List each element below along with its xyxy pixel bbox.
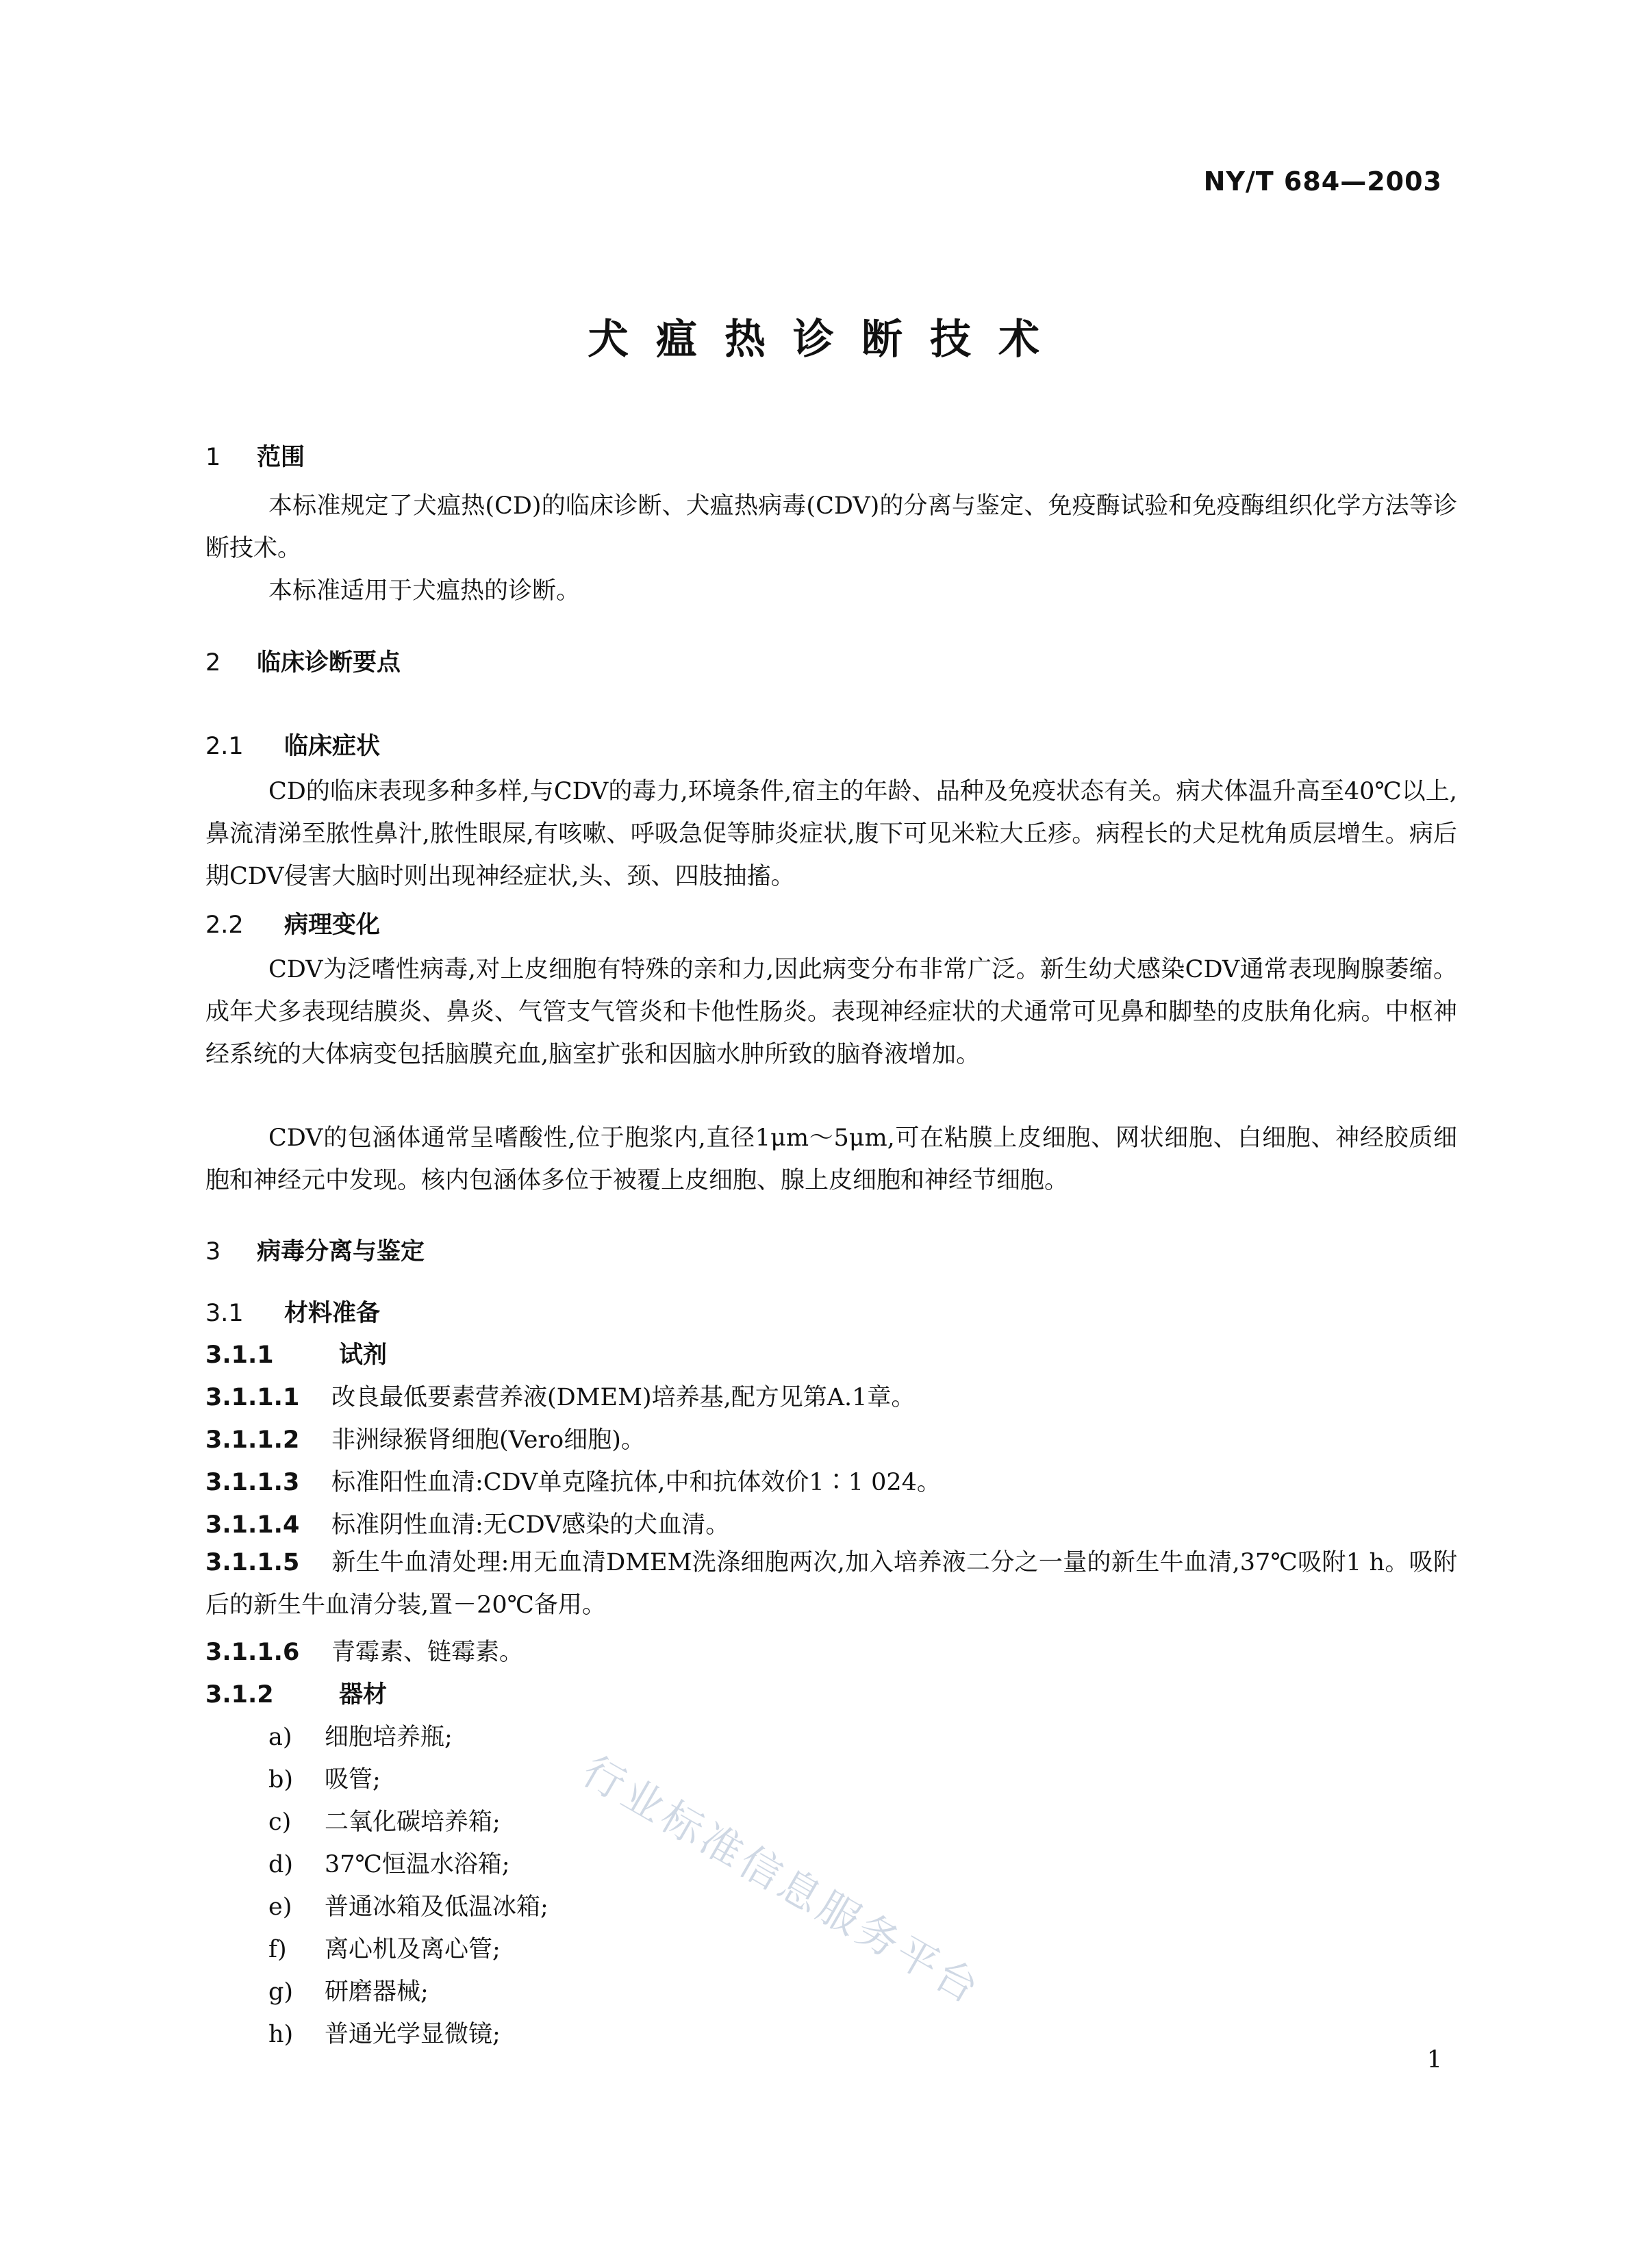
equipment-item [268, 1803, 501, 1837]
section-title: 材料准备 [284, 1300, 381, 1327]
document-title: 犬瘟热诊断技术 [588, 316, 1067, 364]
section-title: 临床诊断要点 [257, 649, 401, 677]
reagent-item [205, 1541, 1457, 1626]
section-number: 1 [205, 444, 221, 471]
section-number: 3 [205, 1238, 221, 1265]
item-text: 二氧化碳培养箱; [325, 1809, 501, 1836]
equipment-item [268, 1761, 381, 1795]
section-title: 病毒分离与鉴定 [257, 1238, 425, 1265]
equipment-item [268, 1718, 453, 1752]
item-text: 离心机及离心管; [325, 1936, 501, 1963]
equipment-item [268, 1973, 429, 2007]
item-letter: b) [268, 1766, 294, 1793]
section-title: 临床症状 [284, 733, 381, 760]
item-letter: g) [268, 1978, 294, 2006]
item-text: 研磨器械; [325, 1978, 429, 2006]
item-letter: c) [268, 1809, 292, 1836]
item-letter: h) [268, 2021, 294, 2048]
reagent-item [205, 1633, 523, 1667]
item-text: 普通光学显微镜; [325, 2021, 501, 2048]
section-1-heading [205, 438, 305, 473]
item-number: 3.1.1.5 [205, 1549, 300, 1576]
equipment-item [268, 1930, 501, 1965]
section-3-heading [205, 1233, 425, 1267]
section-number: 3.1.2 [205, 1681, 274, 1709]
item-text: 37℃恒温水浴箱; [325, 1851, 510, 1878]
section-number: 3.1.1 [205, 1341, 274, 1369]
equipment-item [268, 1888, 548, 1922]
section-2-2-heading [205, 906, 380, 940]
reagent-item [205, 1421, 645, 1455]
section-3-1-2-heading [205, 1676, 387, 1710]
section-2-1-heading [205, 727, 380, 761]
item-text: 细胞培养瓶; [325, 1724, 453, 1751]
item-text: 非洲绿猴肾细胞(Vero细胞)。 [331, 1426, 645, 1454]
item-number: 3.1.1.1 [205, 1384, 300, 1411]
watermark: 行业标准信息服务平台 [574, 1747, 990, 2015]
item-letter: e) [268, 1893, 292, 1921]
item-number: 3.1.1.3 [205, 1469, 300, 1496]
reagent-item [205, 1506, 729, 1540]
equipment-item [268, 1845, 509, 1880]
reagent-item [205, 1463, 941, 1498]
section-title: 病理变化 [284, 911, 381, 939]
equipment-item [268, 2015, 501, 2050]
item-text: 青霉素、链霉素。 [331, 1639, 524, 1666]
section-1-paragraph-1: 本标准规定了犬瘟热(CD)的临床诊断、犬瘟热病毒(CDV)的分离与鉴定、免疫酶试验和免疫酶组织化学方法等诊断技术。 [205, 492, 1457, 562]
item-number: 3.1.1.2 [205, 1426, 300, 1454]
section-number: 2.2 [205, 911, 244, 939]
section-title: 试剂 [339, 1341, 388, 1369]
section-number: 2 [205, 649, 221, 677]
section-number: 3.1 [205, 1300, 244, 1327]
section-2-2-paragraph-2: CDV的包涵体通常呈嗜酸性,位于胞浆内,直径1μm～5μm,可在粘膜上皮细胞、网状细胞、白细胞、神经胶质细胞和神经元中发现。核内包涵体多位于被覆上皮细胞、腺上皮细胞和神经节细胞。 [205, 1124, 1457, 1194]
item-text: 标准阳性血清:CDV单克隆抗体,中和抗体效价1∶1 024。 [331, 1469, 941, 1496]
section-number: 2.1 [205, 733, 244, 760]
section-3-1-heading [205, 1294, 380, 1328]
item-text: 吸管; [325, 1766, 381, 1793]
section-2-1-paragraph: CD的临床表现多种多样,与CDV的毒力,环境条件,宿主的年龄、品种及免疫状态有关。病犬体温升高至40℃以上,鼻流清涕至脓性鼻汁,脓性眼屎,有咳嗽、呼吸急促等肺炎症状,腹下可见米粒大丘疹。病程长的犬足枕角质层增生。病后期CDV侵害大脑时则出现神经症状,头、颈、四肢抽搐。 [205, 778, 1457, 890]
standard-code: NY/T 684—2003 [1203, 166, 1442, 197]
item-text: 普通冰箱及低温冰箱; [325, 1893, 548, 1921]
section-title: 器材 [339, 1681, 388, 1709]
section-2-2-paragraph-1: CDV为泛嗜性病毒,对上皮细胞有特殊的亲和力,因此病变分布非常广泛。新生幼犬感染CDV通常表现胸腺萎缩。成年犬多表现结膜炎、鼻炎、气管支气管炎和卡他性肠炎。表现神经症状的犬通常可见鼻和脚垫的皮肤角化病。中枢神经系统的大体病变包括脑膜充血,脑室扩张和因脑水肿所致的脑脊液增加。 [205, 956, 1457, 1068]
page-number: 1 [1426, 2046, 1442, 2074]
item-number: 3.1.1.4 [205, 1511, 300, 1539]
item-letter: f) [268, 1936, 287, 1963]
item-letter: d) [268, 1851, 294, 1878]
item-text: 改良最低要素营养液(DMEM)培养基,配方见第A.1章。 [331, 1384, 916, 1411]
reagent-item [205, 1378, 915, 1413]
item-text: 新生牛血清处理:用无血清DMEM洗涤细胞两次,加入培养液二分之一量的新生牛血清,37℃吸附1 h。吸附后的新生牛血清分装,置－20℃备用。 [205, 1549, 1457, 1619]
item-text: 标准阴性血清:无CDV感染的犬血清。 [331, 1511, 730, 1539]
item-number: 3.1.1.6 [205, 1639, 300, 1666]
section-1-paragraph-2: 本标准适用于犬瘟热的诊断。 [268, 577, 581, 605]
item-letter: a) [268, 1724, 292, 1751]
section-3-1-1-heading [205, 1336, 387, 1370]
section-title: 范围 [257, 444, 305, 471]
section-2-heading [205, 644, 401, 678]
